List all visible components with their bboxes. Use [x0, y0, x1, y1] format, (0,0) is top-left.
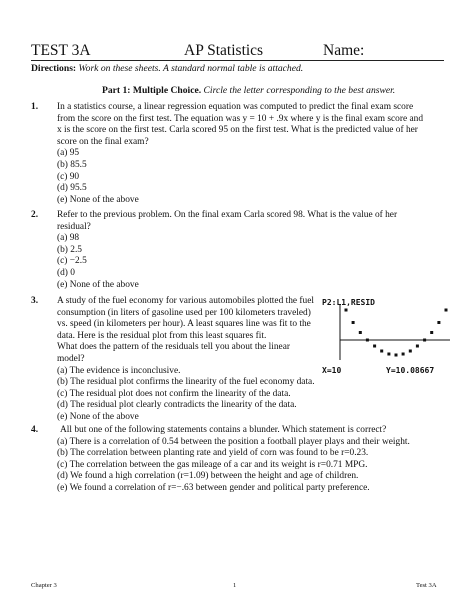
footer-left: Chapter 3: [31, 582, 57, 589]
question-number: 4.: [31, 425, 39, 435]
answer-choice[interactable]: (b) 85.5: [57, 159, 87, 170]
part-heading: [102, 85, 395, 96]
question-text: A study of the fuel economy for various automobiles plotted the fuel: [57, 296, 314, 306]
question-number: 1.: [31, 102, 39, 112]
answer-choice[interactable]: (b) The correlation between planting rate and yield of corn was found to be r=0.23.: [57, 448, 369, 459]
answer-choice[interactable]: (c) The residual plot does not confirm the linearity of the data.: [57, 388, 291, 399]
answer-choice[interactable]: (e) None of the above: [57, 194, 139, 205]
question-text: data. Here is the residual plot from this least squares fit.: [57, 330, 267, 341]
residual-point: [387, 353, 390, 356]
question-text: score on the final exam?: [57, 136, 149, 147]
residual-point: [437, 321, 440, 324]
question-text: model?: [57, 353, 85, 364]
calculator-residual-plot: [322, 298, 452, 378]
name-label: Name:: [323, 42, 365, 59]
answer-choice[interactable]: (a) 98: [57, 233, 80, 244]
directions-text: Work on these sheets. A standard normal table is attached.: [78, 63, 304, 74]
question-text: residual?: [57, 221, 91, 232]
residual-point: [366, 339, 369, 342]
residual-point: [373, 345, 376, 348]
answer-choice[interactable]: (d) 95.5: [57, 183, 87, 194]
answer-choice[interactable]: (e) We found a correlation of r=−.63 between gender and political party preference.: [57, 482, 370, 493]
residual-points: [345, 309, 448, 357]
answer-choice[interactable]: (a) 95: [57, 148, 80, 159]
residual-point: [402, 353, 405, 356]
answer-choice[interactable]: (d) The residual plot clearly contradicts the linearity of the data.: [57, 400, 297, 411]
residual-point: [430, 331, 433, 334]
answer-choice[interactable]: (c) The correlation between the gas mileage of a car and its weight is r=0.71 MPG.: [57, 459, 368, 470]
answer-choice[interactable]: (d) 0: [57, 267, 75, 278]
answer-choice[interactable]: (c) −2.5: [57, 256, 87, 267]
answer-choice[interactable]: (d) We found a high correlation (r=1.09) between the height and age of children.: [57, 471, 359, 482]
question-text: All but one of the following statements contains a blunder. Which statement is correct?: [60, 425, 387, 435]
directions-label: Directions:: [31, 63, 77, 74]
header-rule: [31, 60, 444, 61]
answer-choice[interactable]: (a) There is a correlation of 0.54 between the position a football player plays and their weight.: [57, 436, 410, 447]
question-text: What does the pattern of the residuals tell you about the linear: [57, 342, 290, 353]
residual-point: [395, 354, 398, 357]
residual-point: [380, 350, 383, 353]
part-instruction: Circle the letter corresponding to the best answer.: [203, 85, 396, 96]
answer-choice[interactable]: (b) 2.5: [57, 244, 82, 255]
question-text: Refer to the previous problem. On the final exam Carla scored 98. What is the value of her: [57, 210, 398, 220]
answer-choice[interactable]: (e) None of the above: [57, 411, 139, 422]
answer-choice[interactable]: (a) The evidence is inconclusive.: [57, 365, 181, 376]
directions: [31, 63, 303, 74]
residual-point: [345, 309, 348, 312]
plot-label: P2:L1,RESID: [322, 298, 375, 307]
answer-choice[interactable]: (c) 90: [57, 171, 80, 182]
residual-point: [423, 339, 426, 342]
residual-point: [416, 345, 419, 348]
y-readout: Y=10.08667: [386, 366, 435, 375]
question-text: vs. speed (in kilometers per hour). A least squares line was fit to the: [57, 319, 311, 330]
test-title: TEST 3A: [31, 42, 91, 59]
question-text: In a statistics course, a linear regression equation was computed to predict the final exam score: [57, 102, 414, 112]
question-number: 3.: [31, 296, 39, 306]
residual-point: [409, 350, 412, 353]
question-text: consumption (in liters of gasoline used per 100 kilometers traveled): [57, 307, 311, 318]
x-readout: X=10: [322, 366, 342, 375]
course-title: AP Statistics: [184, 42, 264, 59]
question-number: 2.: [31, 210, 39, 220]
footer-right: Test 3A: [416, 582, 437, 589]
answer-choice[interactable]: (b) The residual plot confirms the linearity of the fuel economy data.: [57, 377, 315, 388]
page-number: 1: [233, 582, 237, 589]
residual-point: [445, 309, 448, 312]
residual-point: [359, 331, 362, 334]
question-text: from the score on the first test. The equation was y = 10 + .9x where y is the final exam score and: [57, 113, 424, 124]
residual-point: [352, 321, 355, 324]
answer-choice[interactable]: (e) None of the above: [57, 279, 139, 290]
part-label: Part 1: Multiple Choice.: [102, 85, 202, 96]
question-text: x is the score on the first test. Carla scored 95 on the first test. What is the predicted value of her: [57, 125, 418, 136]
